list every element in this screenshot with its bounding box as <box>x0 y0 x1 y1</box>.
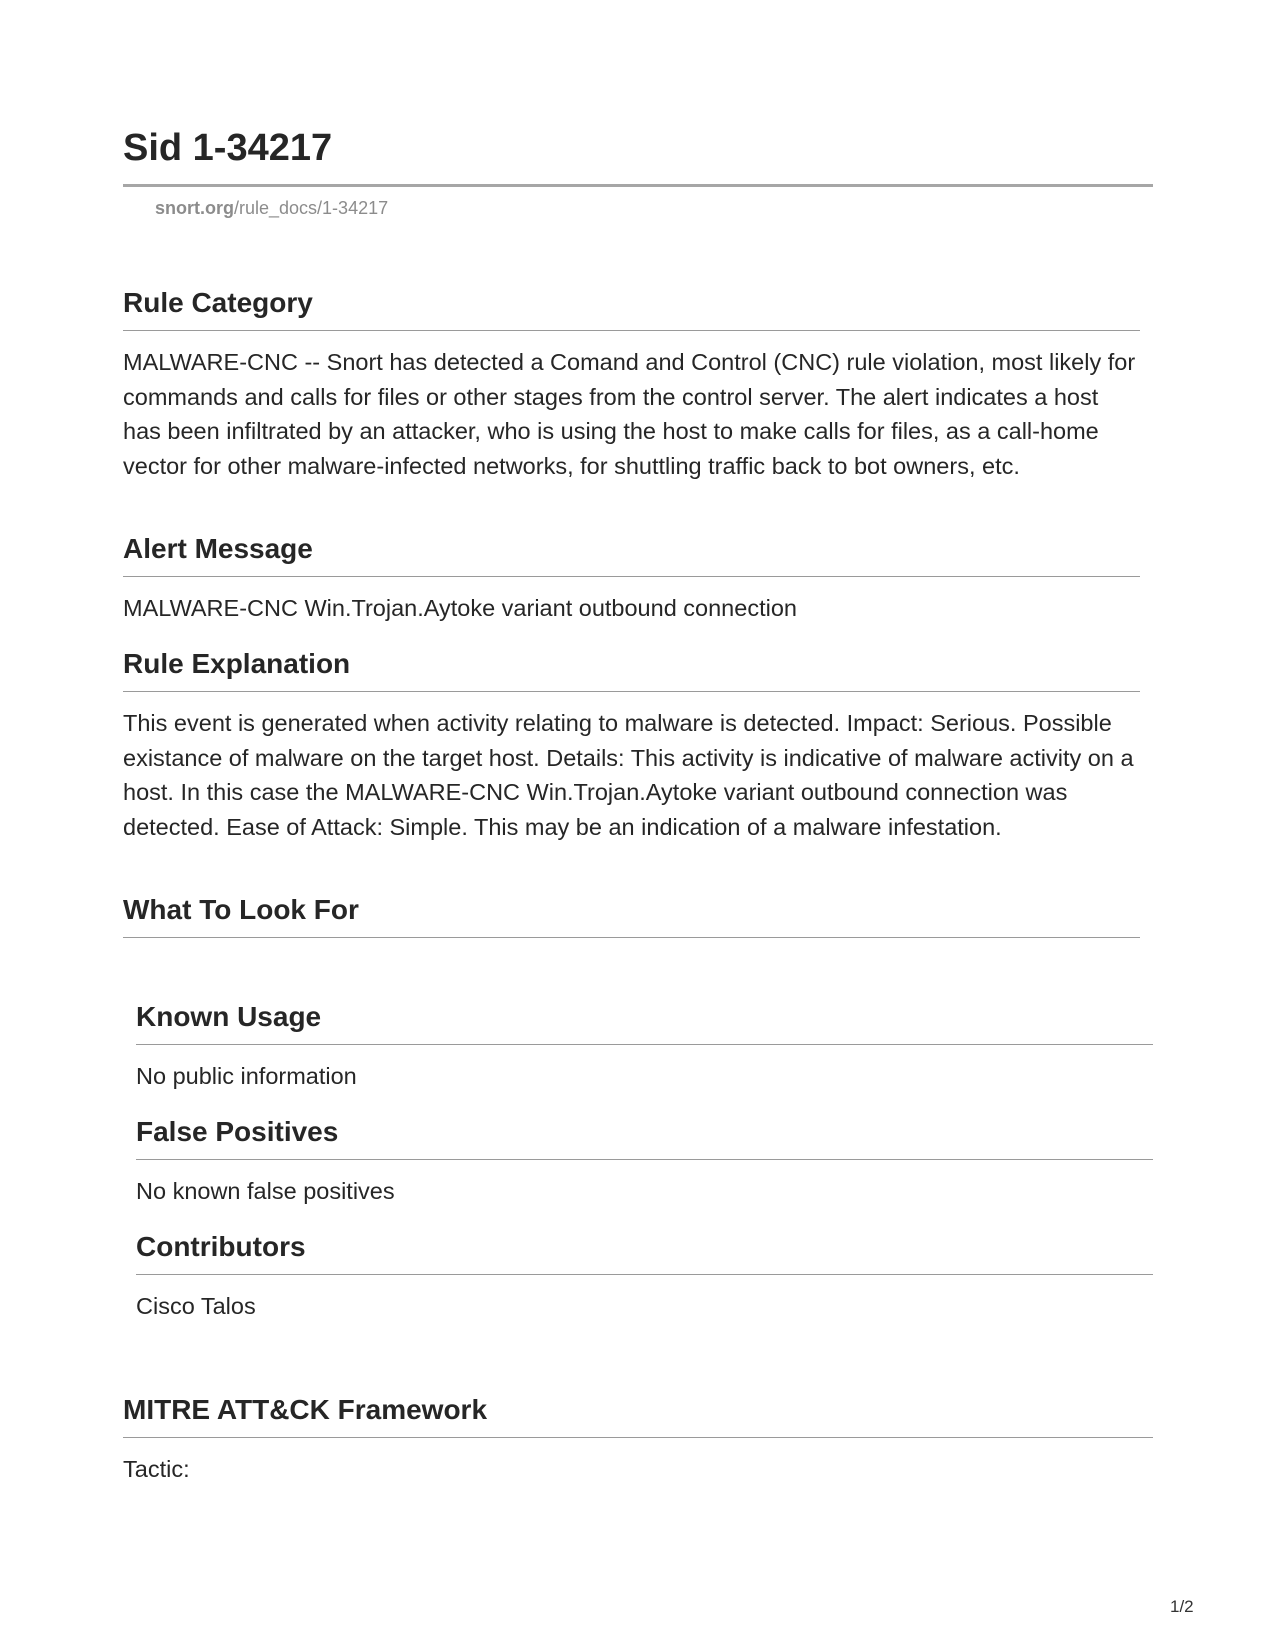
source-url-domain: snort.org <box>155 198 234 218</box>
mitre-tactic-text: Tactic: <box>123 1456 190 1482</box>
contributors-heading: Contributors <box>136 1230 1153 1275</box>
what-to-look-for-heading: What To Look For <box>123 893 1140 938</box>
title-divider <box>123 184 1153 187</box>
page-title: Sid 1-34217 <box>123 127 333 169</box>
section-alert-message <box>123 532 1140 626</box>
alert-message-text: MALWARE-CNC Win.Trojan.Aytoke variant outbound connection <box>123 595 797 621</box>
section-rule-category <box>123 286 1140 483</box>
section-mitre-attack <box>123 1393 1153 1487</box>
false-positives-text: No known false positives <box>136 1178 395 1204</box>
alert-message-heading: Alert Message <box>123 532 1140 577</box>
source-url[interactable] <box>155 196 388 220</box>
page-number: 1/2 <box>1170 1597 1194 1616</box>
section-known-usage <box>136 1000 1153 1094</box>
section-contributors <box>136 1230 1153 1324</box>
rule-category-heading: Rule Category <box>123 286 1140 331</box>
mitre-heading: MITRE ATT&CK Framework <box>123 1393 1153 1438</box>
section-rule-explanation <box>123 647 1140 844</box>
rule-explanation-heading: Rule Explanation <box>123 647 1140 692</box>
known-usage-text: No public information <box>136 1063 357 1089</box>
section-false-positives <box>136 1115 1153 1209</box>
known-usage-heading: Known Usage <box>136 1000 1153 1045</box>
source-url-path: /rule_docs/1-34217 <box>234 198 389 218</box>
contributors-text: Cisco Talos <box>136 1293 256 1319</box>
rule-category-text: MALWARE-CNC -- Snort has detected a Comand and Control (CNC) rule violation, most likely for commands and calls for files or other stages from the control server. The alert indicates a host has been infiltrated by an attacker, who is using the host to make calls for files, as a call-home vector for other malware-infected networks, for shuttling traffic back to bot owners, etc. <box>123 349 1136 479</box>
section-what-to-look-for <box>123 893 1140 938</box>
false-positives-heading: False Positives <box>136 1115 1153 1160</box>
rule-explanation-text: This event is generated when activity relating to malware is detected. Impact: Serious. Possible existance of malware on the target host. Details: This activity is indicative of malware activity on a host. In this case the MALWARE-CNC Win.Trojan.Aytoke variant outbound connection was detected. Ease of Attack: Simple. This may be an indication of a malware infestation. <box>123 710 1134 840</box>
